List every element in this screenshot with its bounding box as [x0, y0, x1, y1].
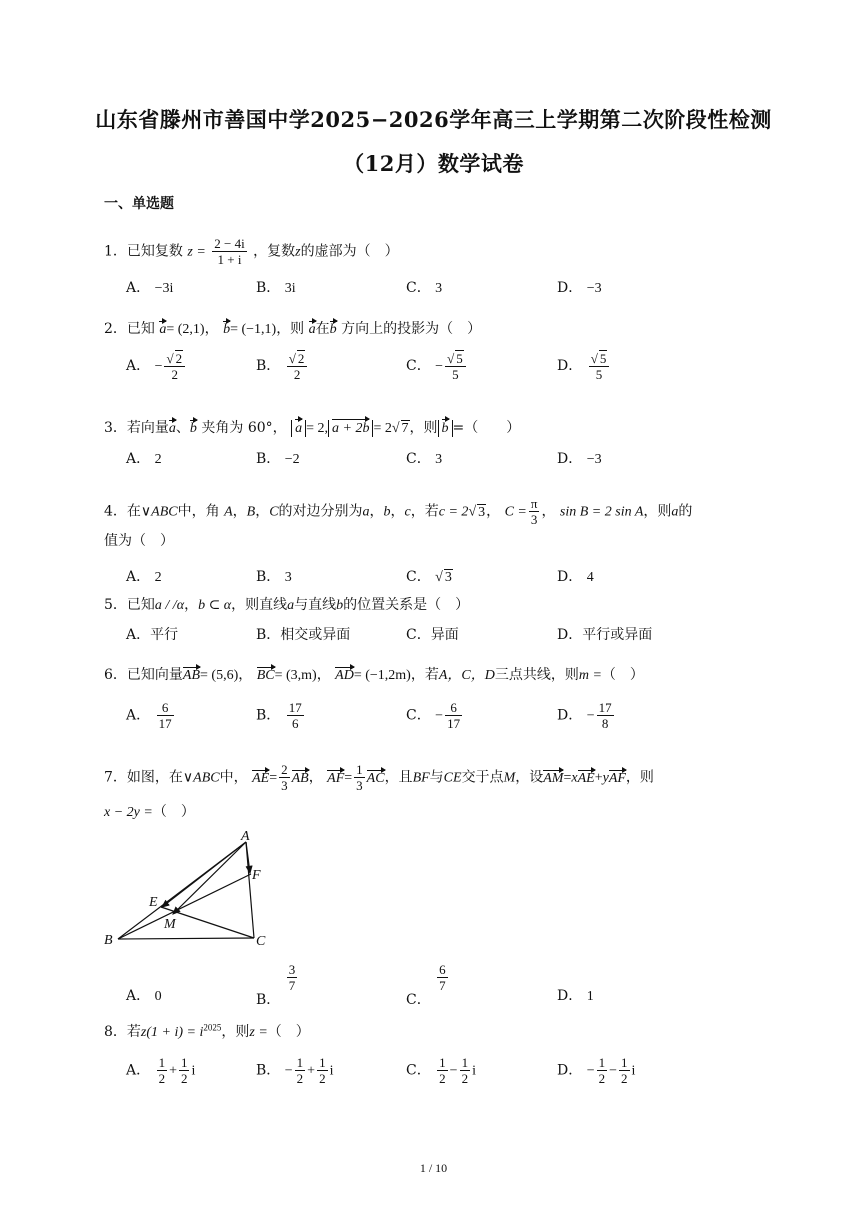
q4-option-d: D． 4 — [557, 569, 594, 585]
question-8: 8．若$z(1 + i) = i^{2025}$，则z =（ ） — [104, 1022, 310, 1040]
question-7-line2: x − 2y =（ ） — [104, 804, 195, 820]
q8-option-c: C． $\frac{1}{2}$ − $\frac{1}{2}$ i — [406, 1055, 476, 1086]
q6-option-d: D． − $\frac{17}{8}$ — [557, 700, 612, 731]
q8-option-b: B． − $\frac{1}{2}$ + $\frac{1}{2}$ i — [256, 1055, 334, 1086]
vector-am — [173, 842, 246, 914]
side-bc — [118, 938, 254, 939]
q5-option-b: B．相交或异面 — [256, 627, 351, 643]
q7-option-a: A． 0 — [126, 988, 162, 1004]
document-title-line1: 山东省滕州市善国中学2025−2026学年高三上学期第二次阶段性检测 — [95, 107, 772, 132]
q2-option-c: C． − $\frac{√ 5}{5}$ — [406, 350, 468, 382]
q7-option-b: B． $\frac{3}{7}$ — [256, 962, 296, 1008]
question-6: 6．已知向量AB= (5,6)， BC= (3,m)， AD= (−1,2m)，若A，C，D三点共线，则m =（ ） — [104, 667, 644, 683]
q6-option-b: B． $\frac{17}{6}$ — [256, 700, 302, 731]
q8-option-a: A． $\frac{1}{2}$ + $\frac{1}{2}$ i — [126, 1055, 196, 1086]
label-m: M — [164, 917, 176, 932]
q3-option-c: C． 3 — [406, 451, 443, 467]
q3-option-d: D． −3 — [557, 451, 602, 467]
q4-option-a: A． 2 — [126, 569, 162, 585]
label-e: E — [149, 895, 158, 910]
label-f: F — [252, 868, 261, 883]
page-number: 1 / 10 — [419, 1161, 448, 1175]
q1-option-c: C． 3 — [406, 280, 443, 296]
label-c: C — [256, 934, 266, 949]
q5-option-d: D．平行或异面 — [557, 627, 653, 643]
label-a: A — [241, 829, 250, 844]
segment-bf — [118, 874, 251, 939]
q5-option-a: A．平行 — [126, 627, 179, 643]
q2-option-b: B． $\frac{√ 2}{2}$ — [256, 350, 309, 382]
q3-option-b: B． −2 — [256, 451, 300, 467]
question-4-line2: 值为（ ） — [104, 533, 174, 549]
question-4: 4．在∨ABC中，角 A，B，C的对边分别为a，b，c，若c = 2√ 3， C = $\frac{\pi}{3}$ ， sin B = 2 sin A，则a的 — [104, 496, 693, 527]
q5-option-c: C．异面 — [406, 627, 459, 643]
section-heading: 一、单选题 — [104, 196, 174, 212]
fraction: $\frac{2 - 4i}{1 + i}$ — [214, 236, 245, 267]
triangle-figure — [100, 828, 285, 953]
q2-option-d: D． $\frac{√ 5}{5}$ — [557, 350, 611, 382]
side-ac — [246, 842, 254, 938]
question-3: 3．若向量a、b 夹角为 60°， a = 2, a + 2b = 2√ 7，则 b =（ ） — [104, 420, 521, 436]
q8-option-d: D． − $\frac{1}{2}$ − $\frac{1}{2}$ i — [557, 1055, 636, 1086]
q7-option-d: D． 1 — [557, 988, 594, 1004]
question-1: 1．已知复数 z = $\frac{2 - 4i}{1 + i}$ ，复数z的虚部为（ ） — [104, 236, 399, 267]
q6-option-c: C． − $\frac{6}{17}$ — [406, 700, 461, 731]
question-7: 7．如图，在∨ABC中， AE= $\frac{2}{3}$ AB， AF= $\frac{1}{3}$ AC，且BF与CE交于点M，设AM=xAE+yAF，则 — [104, 762, 654, 793]
q6-option-a: A． $\frac{6}{17}$ — [126, 700, 172, 731]
q4-option-b: B． 3 — [256, 569, 292, 585]
question-2: 2．已知 a= (2,1)， b= (−1,1)，则 a在b 方向上的投影为（ ） — [104, 321, 482, 337]
document-title-line2: （12月）数学试卷 — [343, 151, 524, 176]
q1-option-a: A． −3i — [126, 280, 174, 296]
q1-option-d: D． −3 — [557, 280, 602, 296]
q2-option-a: A． − $\frac{√ 2}{2}$ — [126, 350, 187, 382]
q3-option-a: A． 2 — [126, 451, 162, 467]
q4-option-c: C． √ 3 — [406, 569, 452, 585]
q7-option-c: C． $\frac{6}{7}$ — [406, 962, 446, 1008]
q1-option-b: B． 3i — [256, 280, 296, 296]
label-b: B — [104, 933, 113, 948]
question-5: 5．已知a / /α，b ⊂ α，则直线a与直线b的位置关系是（ ） — [104, 597, 470, 613]
